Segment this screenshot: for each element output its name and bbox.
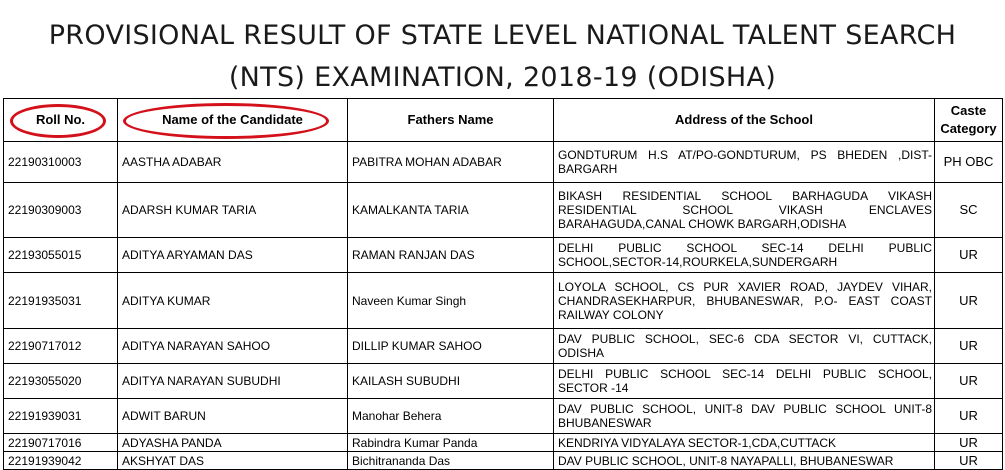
cell-caste-category: UR	[935, 399, 1003, 434]
page-title-line-2: (NTS) EXAMINATION, 2018-19 (ODISHA)	[228, 62, 777, 93]
cell-candidate-name: ADITYA ARYAMAN DAS	[118, 238, 348, 273]
cell-fathers-name: Naveen Kumar Singh	[348, 273, 554, 329]
table-row	[4, 399, 1003, 434]
cell-school-address: KENDRIYA VIDYALAYA SECTOR-1,CDA,CUTTACK	[554, 434, 935, 452]
cell-candidate-name: ADWIT BARUN	[118, 399, 348, 434]
table-row	[4, 238, 1003, 273]
cell-roll-no: 22190309003	[4, 183, 118, 238]
cell-fathers-name: Bichitrananda Das	[348, 452, 554, 470]
cell-roll-no: 22193055015	[4, 238, 118, 273]
header-school-address: Address of the School	[554, 99, 935, 142]
cell-caste-category: SC	[935, 183, 1003, 238]
header-roll-no: Roll No.	[4, 99, 118, 142]
header-candidate-name: Name of the Candidate	[118, 99, 348, 142]
page-title-line-1: PROVISIONAL RESULT OF STATE LEVEL NATIONAL TALENT SEARCH	[48, 20, 957, 51]
table-row	[4, 434, 1003, 452]
cell-school-address: DELHI PUBLIC SCHOOL SEC-14 DELHI PUBLIC SCHOOL,SECTOR-14,ROURKELA,SUNDERGARH	[554, 238, 935, 273]
table-row	[4, 183, 1003, 238]
cell-school-address: DAV PUBLIC SCHOOL, UNIT-8 DAV PUBLIC SCHOOL UNIT-8 BHUBANESWAR	[554, 399, 935, 434]
cell-roll-no: 22191939042	[4, 452, 118, 470]
table-row	[4, 329, 1003, 364]
table-row	[4, 273, 1003, 329]
header-caste-category: Caste Category	[935, 99, 1003, 142]
cell-candidate-name: AKSHYAT DAS	[118, 452, 348, 470]
cell-candidate-name: ADITYA NARAYAN SAHOO	[118, 329, 348, 364]
table-row	[4, 364, 1003, 399]
cell-roll-no: 22191939031	[4, 399, 118, 434]
cell-fathers-name: PABITRA MOHAN ADABAR	[348, 142, 554, 183]
cell-school-address: GONDTURUM H.S AT/PO-GONDTURUM, PS BHEDEN ,DIST-BARGARH	[554, 142, 935, 183]
cell-candidate-name: ADITYA KUMAR	[118, 273, 348, 329]
cell-fathers-name: Manohar Behera	[348, 399, 554, 434]
cell-candidate-name: ADYASHA PANDA	[118, 434, 348, 452]
header-fathers-name: Fathers Name	[348, 99, 554, 142]
cell-fathers-name: Rabindra Kumar Panda	[348, 434, 554, 452]
cell-school-address: BIKASH RESIDENTIAL SCHOOL BARHAGUDA VIKASH RESIDENTIAL SCHOOL VIKASH ENCLAVES BARAHAGUDA,CANAL CHOWK BARGARH,ODISHA	[554, 183, 935, 238]
cell-roll-no: 22190717012	[4, 329, 118, 364]
table-row	[4, 452, 1003, 470]
cell-caste-category: UR	[935, 364, 1003, 399]
cell-candidate-name: ADITYA NARAYAN SUBUDHI	[118, 364, 348, 399]
cell-caste-category: UR	[935, 452, 1003, 470]
cell-caste-category: PH OBC	[935, 142, 1003, 183]
cell-school-address: DAV PUBLIC SCHOOL, UNIT-8 NAYAPALLI, BHUBANESWAR	[554, 452, 935, 470]
table-row	[4, 142, 1003, 183]
cell-caste-category: UR	[935, 434, 1003, 452]
cell-school-address: DAV PUBLIC SCHOOL, SEC-6 CDA SECTOR VI, CUTTACK, ODISHA	[554, 329, 935, 364]
cell-fathers-name: KAMALKANTA TARIA	[348, 183, 554, 238]
cell-candidate-name: AASTHA ADABAR	[118, 142, 348, 183]
cell-fathers-name: DILLIP KUMAR SAHOO	[348, 329, 554, 364]
table-header-row	[4, 99, 1003, 142]
cell-roll-no: 22190310003	[4, 142, 118, 183]
cell-school-address: LOYOLA SCHOOL, CS PUR XAVIER ROAD, JAYDEV VIHAR, CHANDRASEKHARPUR, BHUBANESWAR, P.O- EAST COAST RAILWAY COLONY	[554, 273, 935, 329]
cell-caste-category: UR	[935, 238, 1003, 273]
cell-fathers-name: KAILASH SUBUDHI	[348, 364, 554, 399]
cell-caste-category: UR	[935, 273, 1003, 329]
cell-roll-no: 22190717016	[4, 434, 118, 452]
cell-roll-no: 22191935031	[4, 273, 118, 329]
cell-candidate-name: ADARSH KUMAR TARIA	[118, 183, 348, 238]
results-table	[3, 98, 1003, 470]
cell-caste-category: UR	[935, 329, 1003, 364]
cell-roll-no: 22193055020	[4, 364, 118, 399]
cell-fathers-name: RAMAN RANJAN DAS	[348, 238, 554, 273]
cell-school-address: DELHI PUBLIC SCHOOL SEC-14 DELHI PUBLIC SCHOOL, SECTOR -14	[554, 364, 935, 399]
